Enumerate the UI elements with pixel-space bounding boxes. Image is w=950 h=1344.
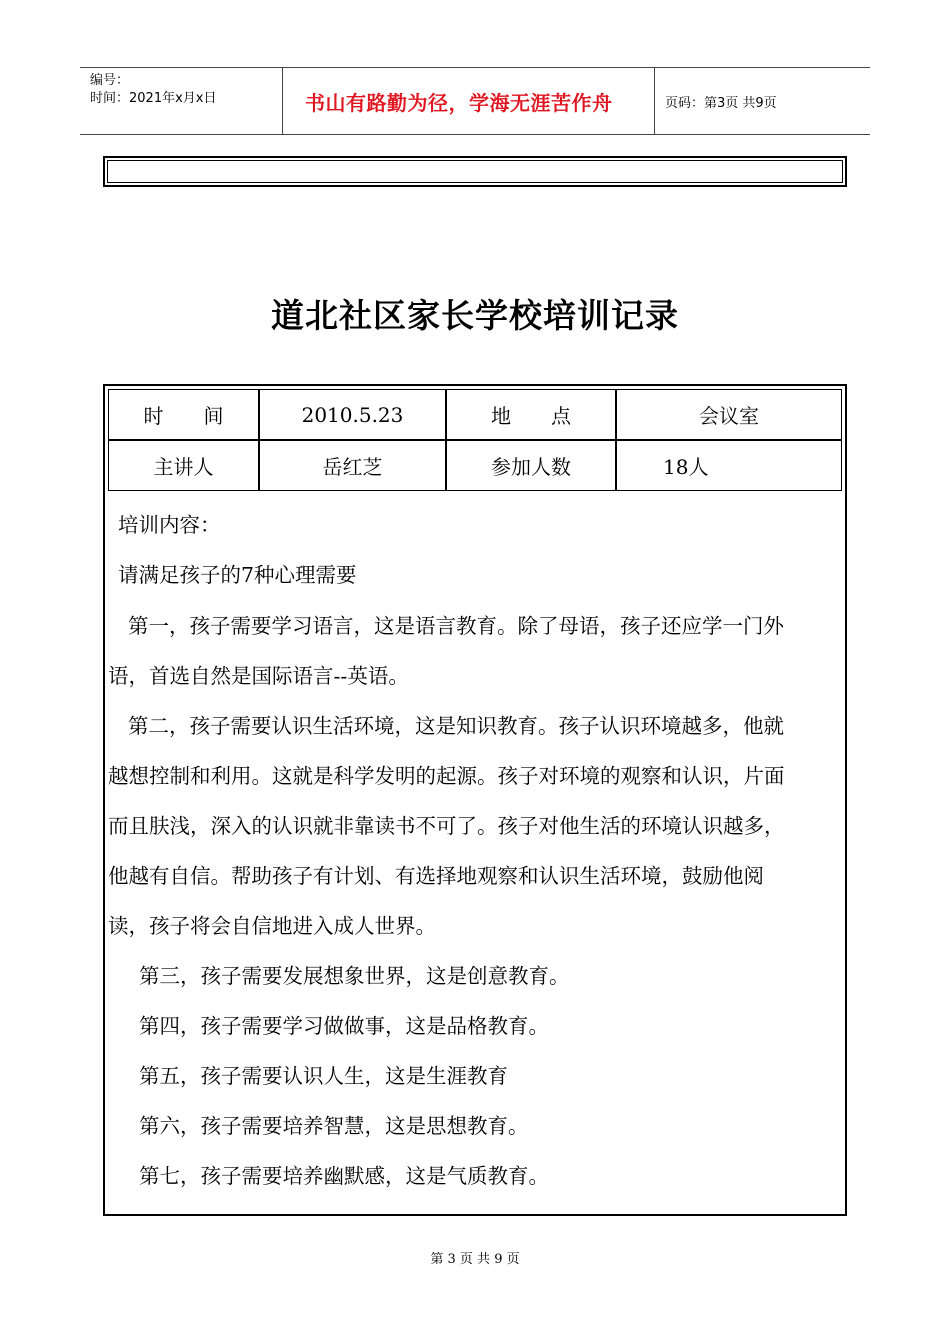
training-content (105, 494, 845, 1214)
speaker-label: 主讲人 (108, 440, 259, 491)
record-table (103, 384, 847, 1216)
content-line: 第三，孩子需要发展想象世界，这是创意教育。 (139, 964, 570, 988)
content-heading: 培训内容： (118, 513, 221, 537)
content-line: 他越有自信。帮助孩子有计划、有选择地观察和认识生活环境，鼓励他阅 (108, 864, 764, 888)
header-motto: 书山有路勤为径，学海无涯苦作舟 (305, 90, 613, 115)
content-line: 第五，孩子需要认识人生，这是生涯教育 (139, 1064, 508, 1088)
content-line: 语，首选自然是国际语言--英语。 (108, 664, 409, 688)
content-line: 第二，孩子需要认识生活环境，这是知识教育。孩子认识环境越多，他就 (128, 714, 784, 738)
attendees-value: 18人 (616, 440, 842, 491)
time-value: 2010.5.23 (259, 389, 446, 440)
page-title: 道北社区家长学校培训记录 (271, 296, 679, 335)
time-label: 时 间 (108, 389, 259, 440)
header-meta (80, 68, 282, 134)
content-line: 越想控制和利用。这就是科学发明的起源。孩子对环境的观察和认识，片面 (108, 764, 785, 788)
content-line: 第六，孩子需要培养智慧，这是思想教育。 (139, 1114, 529, 1138)
content-line: 第四，孩子需要学习做做事，这是品格教育。 (139, 1014, 549, 1038)
content-line: 而且肤浅，深入的认识就非靠读书不可了。孩子对他生活的环境认识越多， (108, 814, 785, 838)
content-line: 第一，孩子需要学习语言，这是语言教育。除了母语，孩子还应学一门外 (128, 614, 784, 638)
page-header (80, 67, 870, 135)
header-page-info: 页码：第3页 共9页 (665, 95, 777, 111)
content-subtitle: 请满足孩子的7种心理需要 (118, 563, 357, 587)
place-label: 地 点 (446, 389, 616, 440)
content-line: 第七，孩子需要培养幽默感，这是气质教育。 (139, 1164, 549, 1188)
number-label: 编号： (90, 73, 130, 88)
empty-frame (103, 156, 847, 187)
header-motto-cell (282, 68, 655, 134)
page-footer: 第 3 页 共 9 页 (430, 1252, 520, 1267)
attendees-label: 参加人数 (446, 440, 616, 491)
speaker-value: 岳红芝 (259, 440, 446, 491)
content-line: 读，孩子将会自信地进入成人世界。 (108, 914, 436, 938)
date-line: 时间：2021年x月x日 (90, 91, 217, 106)
place-value: 会议室 (616, 389, 842, 440)
